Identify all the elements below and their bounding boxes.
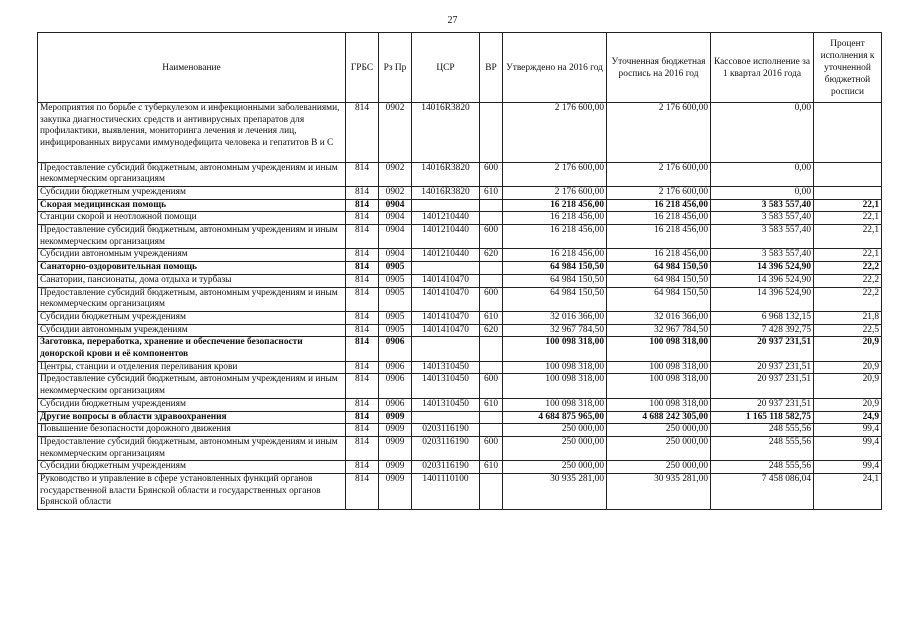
cell-csr: 1401310450 xyxy=(412,398,480,411)
cell-vr: 600 xyxy=(480,436,503,460)
cell-vr xyxy=(480,274,503,287)
cell-refined: 250 000,00 xyxy=(607,461,711,474)
cell-percent: 24,9 xyxy=(814,411,882,424)
table-row xyxy=(38,398,882,411)
cell-grbs: 814 xyxy=(346,249,379,262)
cell-rzpr: 0905 xyxy=(379,262,412,275)
cell-vr: 610 xyxy=(480,398,503,411)
cell-grbs: 814 xyxy=(346,287,379,311)
table-row xyxy=(38,274,882,287)
cell-percent: 21,8 xyxy=(814,311,882,324)
cell-percent: 99,4 xyxy=(814,436,882,460)
cell-approved: 64 984 150,50 xyxy=(503,262,607,275)
cell-percent: 22,2 xyxy=(814,287,882,311)
cell-percent: 20,9 xyxy=(814,398,882,411)
cell-percent: 20,9 xyxy=(814,337,882,361)
cell-vr xyxy=(480,199,503,212)
cell-csr xyxy=(412,411,480,424)
cell-cash: 3 583 557,40 xyxy=(711,249,814,262)
table-row xyxy=(38,311,882,324)
cell-refined: 2 176 600,00 xyxy=(607,103,711,163)
cell-csr: 0203116190 xyxy=(412,424,480,437)
cell-csr: 14016R3820 xyxy=(412,103,480,163)
cell-approved: 2 176 600,00 xyxy=(503,186,607,199)
cell-refined: 16 218 456,00 xyxy=(607,212,711,225)
cell-rzpr: 0909 xyxy=(379,461,412,474)
table-row xyxy=(38,225,882,249)
cell-approved: 16 218 456,00 xyxy=(503,212,607,225)
cell-refined: 2 176 600,00 xyxy=(607,186,711,199)
cell-name: Субсидии автономным учреждениям xyxy=(38,324,346,337)
table-row xyxy=(38,162,882,186)
table-row xyxy=(38,424,882,437)
cell-grbs: 814 xyxy=(346,324,379,337)
cell-vr: 600 xyxy=(480,225,503,249)
table-row xyxy=(38,103,882,163)
cell-cash: 7 458 086,04 xyxy=(711,474,814,510)
cell-csr: 1401310450 xyxy=(412,374,480,398)
table-row xyxy=(38,474,882,510)
cell-cash: 0,00 xyxy=(711,162,814,186)
cell-refined: 100 098 318,00 xyxy=(607,337,711,361)
cell-name: Предоставление субсидий бюджетным, автономным учреждениям и иным некоммерческим организациям xyxy=(38,287,346,311)
cell-csr: 1401310450 xyxy=(412,361,480,374)
budget-table xyxy=(37,32,882,510)
cell-vr xyxy=(480,424,503,437)
cell-approved: 30 935 281,00 xyxy=(503,474,607,510)
cell-approved: 100 098 318,00 xyxy=(503,361,607,374)
cell-grbs: 814 xyxy=(346,398,379,411)
cell-approved: 16 218 456,00 xyxy=(503,199,607,212)
cell-approved: 16 218 456,00 xyxy=(503,249,607,262)
cell-approved: 250 000,00 xyxy=(503,436,607,460)
cell-rzpr: 0902 xyxy=(379,186,412,199)
table-header xyxy=(38,33,882,103)
cell-csr xyxy=(412,262,480,275)
cell-grbs: 814 xyxy=(346,424,379,437)
cell-csr: 1401110100 xyxy=(412,474,480,510)
cell-csr: 1401410470 xyxy=(412,274,480,287)
cell-refined: 100 098 318,00 xyxy=(607,361,711,374)
cell-cash: 3 583 557,40 xyxy=(711,225,814,249)
cell-name: Мероприятия по борьбе с туберкулезом и инфекционными заболеваниями, закупка диагностических средств и антивирусных препаратов для профилактики, выявления, мониторинга лечения и лечения лиц, инфицированных вирусами иммунодефицита человека и гепатитов В и С xyxy=(38,103,346,163)
cell-rzpr: 0906 xyxy=(379,374,412,398)
cell-csr: 1401210440 xyxy=(412,249,480,262)
cell-csr: 1401210440 xyxy=(412,212,480,225)
cell-rzpr: 0905 xyxy=(379,324,412,337)
cell-approved: 250 000,00 xyxy=(503,461,607,474)
table-row xyxy=(38,324,882,337)
header-rzpr: Рз Пр xyxy=(379,33,412,103)
cell-approved: 250 000,00 xyxy=(503,424,607,437)
cell-refined: 64 984 150,50 xyxy=(607,262,711,275)
cell-cash: 20 937 231,51 xyxy=(711,374,814,398)
cell-refined: 2 176 600,00 xyxy=(607,162,711,186)
table-row xyxy=(38,249,882,262)
cell-name: Субсидии бюджетным учреждениям xyxy=(38,398,346,411)
cell-percent: 99,4 xyxy=(814,461,882,474)
cell-csr: 1401410470 xyxy=(412,324,480,337)
header-refined: Уточненная бюджетная роспись на 2016 год xyxy=(607,33,711,103)
cell-grbs: 814 xyxy=(346,374,379,398)
cell-name: Другие вопросы в области здравоохранения xyxy=(38,411,346,424)
cell-grbs: 814 xyxy=(346,199,379,212)
cell-vr: 610 xyxy=(480,311,503,324)
cell-grbs: 814 xyxy=(346,337,379,361)
cell-refined: 16 218 456,00 xyxy=(607,199,711,212)
cell-cash: 248 555,56 xyxy=(711,436,814,460)
cell-name: Санатории, пансионаты, дома отдыха и турбазы xyxy=(38,274,346,287)
cell-percent: 22,1 xyxy=(814,249,882,262)
cell-rzpr: 0904 xyxy=(379,199,412,212)
page-number: 27 xyxy=(447,15,458,26)
cell-approved: 100 098 318,00 xyxy=(503,337,607,361)
cell-percent: 22,1 xyxy=(814,212,882,225)
cell-name: Предоставление субсидий бюджетным, автономным учреждениям и иным некоммерческим организациям xyxy=(38,374,346,398)
cell-vr: 610 xyxy=(480,461,503,474)
cell-rzpr: 0902 xyxy=(379,162,412,186)
cell-csr xyxy=(412,199,480,212)
cell-vr xyxy=(480,262,503,275)
cell-vr xyxy=(480,103,503,163)
cell-refined: 64 984 150,50 xyxy=(607,274,711,287)
cell-rzpr: 0909 xyxy=(379,436,412,460)
cell-percent: 99,4 xyxy=(814,424,882,437)
cell-approved: 100 098 318,00 xyxy=(503,398,607,411)
cell-grbs: 814 xyxy=(346,162,379,186)
cell-name: Предоставление субсидий бюджетным, автономным учреждениям и иным некоммерческим организациям xyxy=(38,436,346,460)
cell-cash: 6 968 132,15 xyxy=(711,311,814,324)
cell-refined: 32 967 784,50 xyxy=(607,324,711,337)
cell-percent: 22,2 xyxy=(814,262,882,275)
cell-percent xyxy=(814,186,882,199)
cell-vr: 600 xyxy=(480,374,503,398)
cell-csr: 1401210440 xyxy=(412,225,480,249)
cell-csr: 1401410470 xyxy=(412,311,480,324)
cell-percent xyxy=(814,162,882,186)
cell-name: Предоставление субсидий бюджетным, автономным учреждениям и иным некоммерческим организациям xyxy=(38,162,346,186)
cell-cash: 248 555,56 xyxy=(711,461,814,474)
cell-vr xyxy=(480,474,503,510)
cell-csr: 14016R3820 xyxy=(412,162,480,186)
cell-rzpr: 0905 xyxy=(379,311,412,324)
cell-name: Станции скорой и неотложной помощи xyxy=(38,212,346,225)
cell-rzpr: 0905 xyxy=(379,287,412,311)
cell-rzpr: 0904 xyxy=(379,212,412,225)
table-body xyxy=(38,103,882,510)
cell-rzpr: 0904 xyxy=(379,225,412,249)
table-row xyxy=(38,461,882,474)
cell-name: Заготовка, переработка, хранение и обеспечение безопасности донорской крови и её компонентов xyxy=(38,337,346,361)
cell-name: Руководство и управление в сфере установленных функций органов государственной власти Брянской области и государственных органов Брянской области xyxy=(38,474,346,510)
header-csr: ЦСР xyxy=(412,33,480,103)
cell-name: Субсидии бюджетным учреждениям xyxy=(38,186,346,199)
cell-csr xyxy=(412,337,480,361)
cell-vr: 600 xyxy=(480,287,503,311)
cell-refined: 4 688 242 305,00 xyxy=(607,411,711,424)
cell-refined: 250 000,00 xyxy=(607,436,711,460)
header-cash: Кассовое исполнение за 1 квартал 2016 года xyxy=(711,33,814,103)
table-row xyxy=(38,374,882,398)
cell-percent: 22,5 xyxy=(814,324,882,337)
table-row xyxy=(38,361,882,374)
cell-rzpr: 0906 xyxy=(379,398,412,411)
cell-percent: 22,1 xyxy=(814,199,882,212)
cell-vr: 610 xyxy=(480,186,503,199)
cell-approved: 64 984 150,50 xyxy=(503,287,607,311)
cell-grbs: 814 xyxy=(346,274,379,287)
cell-cash: 3 583 557,40 xyxy=(711,212,814,225)
cell-approved: 100 098 318,00 xyxy=(503,374,607,398)
cell-cash: 248 555,56 xyxy=(711,424,814,437)
cell-cash: 20 937 231,51 xyxy=(711,398,814,411)
cell-refined: 64 984 150,50 xyxy=(607,287,711,311)
cell-vr xyxy=(480,411,503,424)
cell-csr: 1401410470 xyxy=(412,287,480,311)
cell-rzpr: 0904 xyxy=(379,249,412,262)
cell-grbs: 814 xyxy=(346,436,379,460)
cell-csr: 0203116190 xyxy=(412,461,480,474)
cell-grbs: 814 xyxy=(346,103,379,163)
header-approved: Утверждено на 2016 год xyxy=(503,33,607,103)
cell-csr: 14016R3820 xyxy=(412,186,480,199)
cell-vr xyxy=(480,212,503,225)
cell-vr: 600 xyxy=(480,162,503,186)
table-row xyxy=(38,262,882,275)
cell-percent xyxy=(814,103,882,163)
cell-grbs: 814 xyxy=(346,411,379,424)
cell-vr: 620 xyxy=(480,324,503,337)
table-row xyxy=(38,436,882,460)
cell-name: Повышение безопасности дорожного движения xyxy=(38,424,346,437)
cell-grbs: 814 xyxy=(346,212,379,225)
cell-vr xyxy=(480,337,503,361)
cell-grbs: 814 xyxy=(346,474,379,510)
table-row xyxy=(38,411,882,424)
cell-cash: 0,00 xyxy=(711,103,814,163)
cell-rzpr: 0909 xyxy=(379,411,412,424)
cell-refined: 32 016 366,00 xyxy=(607,311,711,324)
cell-vr xyxy=(480,361,503,374)
cell-refined: 16 218 456,00 xyxy=(607,249,711,262)
cell-cash: 0,00 xyxy=(711,186,814,199)
cell-cash: 14 396 524,90 xyxy=(711,287,814,311)
cell-cash: 14 396 524,90 xyxy=(711,262,814,275)
cell-rzpr: 0906 xyxy=(379,361,412,374)
cell-refined: 16 218 456,00 xyxy=(607,225,711,249)
cell-name: Предоставление субсидий бюджетным, автономным учреждениям и иным некоммерческим организациям xyxy=(38,225,346,249)
cell-refined: 30 935 281,00 xyxy=(607,474,711,510)
cell-cash: 14 396 524,90 xyxy=(711,274,814,287)
header-name: Наименование xyxy=(38,33,346,103)
table-row xyxy=(38,199,882,212)
table-row xyxy=(38,287,882,311)
cell-cash: 3 583 557,40 xyxy=(711,199,814,212)
cell-name: Субсидии бюджетным учреждениям xyxy=(38,461,346,474)
table-row xyxy=(38,337,882,361)
cell-rzpr: 0909 xyxy=(379,424,412,437)
cell-percent: 20,9 xyxy=(814,361,882,374)
cell-percent: 22,2 xyxy=(814,274,882,287)
cell-rzpr: 0906 xyxy=(379,337,412,361)
cell-refined: 250 000,00 xyxy=(607,424,711,437)
cell-approved: 64 984 150,50 xyxy=(503,274,607,287)
cell-grbs: 814 xyxy=(346,186,379,199)
cell-refined: 100 098 318,00 xyxy=(607,398,711,411)
cell-name: Скорая медицинская помощь xyxy=(38,199,346,212)
cell-approved: 32 967 784,50 xyxy=(503,324,607,337)
cell-name: Субсидии бюджетным учреждениям xyxy=(38,311,346,324)
cell-approved: 4 684 875 965,00 xyxy=(503,411,607,424)
cell-cash: 1 165 118 582,75 xyxy=(711,411,814,424)
cell-approved: 32 016 366,00 xyxy=(503,311,607,324)
header-grbs: ГРБС xyxy=(346,33,379,103)
cell-name: Центры, станции и отделения переливания крови xyxy=(38,361,346,374)
cell-percent: 24,1 xyxy=(814,474,882,510)
cell-name: Субсидии автономным учреждениям xyxy=(38,249,346,262)
cell-rzpr: 0905 xyxy=(379,274,412,287)
cell-csr: 0203116190 xyxy=(412,436,480,460)
cell-vr: 620 xyxy=(480,249,503,262)
cell-cash: 20 937 231,51 xyxy=(711,361,814,374)
cell-percent: 20,9 xyxy=(814,374,882,398)
cell-cash: 7 428 392,75 xyxy=(711,324,814,337)
table-row xyxy=(38,212,882,225)
cell-percent: 22,1 xyxy=(814,225,882,249)
cell-refined: 100 098 318,00 xyxy=(607,374,711,398)
header-percent: Процент исполнения к уточненной бюджетной росписи xyxy=(814,33,882,103)
cell-approved: 2 176 600,00 xyxy=(503,103,607,163)
cell-grbs: 814 xyxy=(346,461,379,474)
cell-grbs: 814 xyxy=(346,311,379,324)
cell-approved: 2 176 600,00 xyxy=(503,162,607,186)
cell-rzpr: 0902 xyxy=(379,103,412,163)
cell-grbs: 814 xyxy=(346,225,379,249)
cell-grbs: 814 xyxy=(346,361,379,374)
table-row xyxy=(38,186,882,199)
cell-approved: 16 218 456,00 xyxy=(503,225,607,249)
header-vr: ВР xyxy=(480,33,503,103)
cell-cash: 20 937 231,51 xyxy=(711,337,814,361)
cell-rzpr: 0909 xyxy=(379,474,412,510)
cell-grbs: 814 xyxy=(346,262,379,275)
cell-name: Санаторно-оздоровительная помощь xyxy=(38,262,346,275)
